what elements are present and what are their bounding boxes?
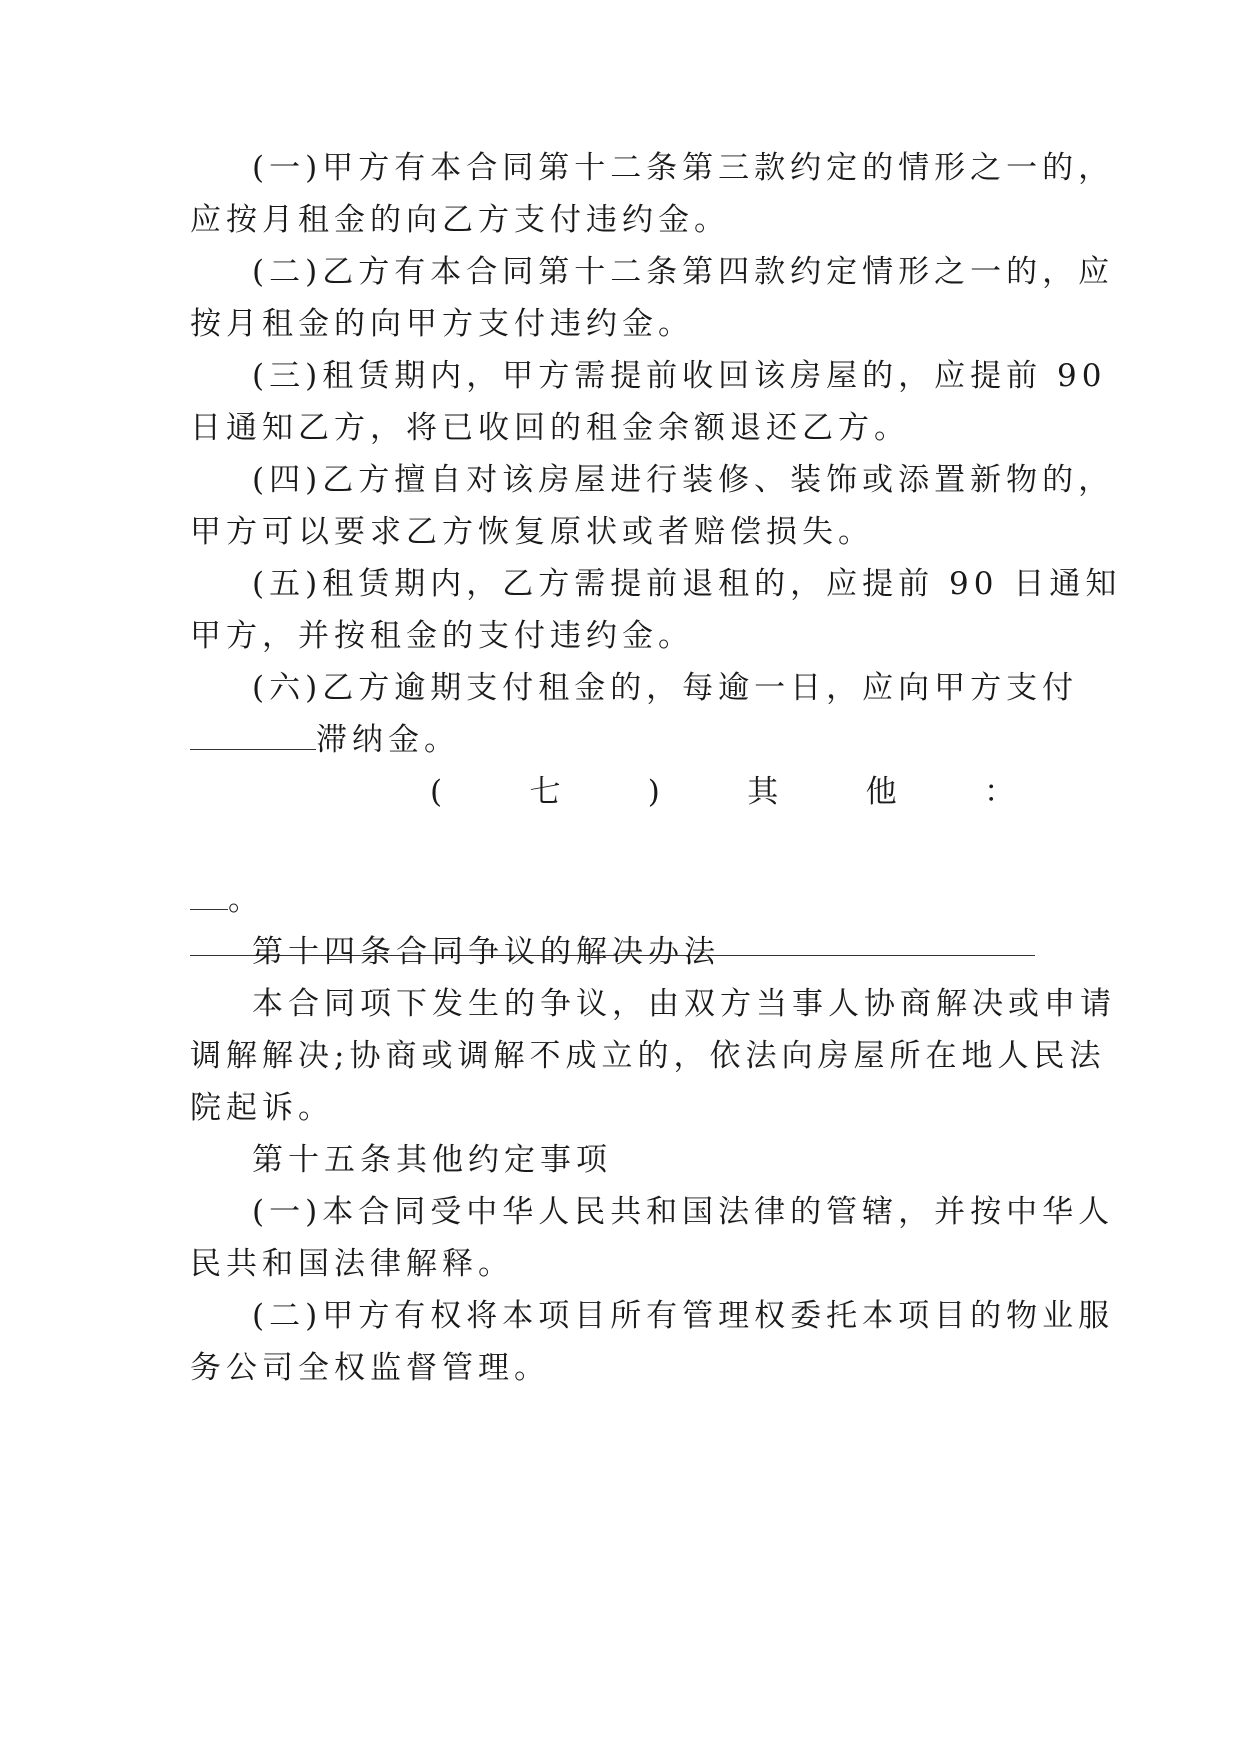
article-14-line-2: 调解解决;协商或调解不成立的，依法向房屋所在地人民法 <box>190 1038 1106 1074</box>
article-15-line-1: (一)本合同受中华人民共和国法律的管辖，并按中华人 <box>252 1194 1115 1230</box>
late-fee-blank <box>190 723 316 750</box>
clause-2-line-1: (二)乙方有本合同第十二条第四款约定情形之一的，应 <box>252 254 1115 290</box>
clause-1-line-2: 应按月租金的向乙方支付违约金。 <box>190 202 730 238</box>
clause-7-char-qi: 其 <box>747 774 779 810</box>
clause-7-close-paren: ) <box>647 774 660 810</box>
late-fee-suffix: 滞纳金。 <box>316 722 460 758</box>
clause-7-end <box>190 880 1050 920</box>
clause-4-line-1: (四)乙方擅自对该房屋进行装修、装饰或添置新物的， <box>252 462 1115 498</box>
clause-5-line-2: 甲方，并按租金的支付违约金。 <box>190 618 694 654</box>
clause-4-line-2: 甲方可以要求乙方恢复原状或者赔偿损失。 <box>190 514 874 550</box>
article-15-title: 第十五条其他约定事项 <box>252 1142 612 1178</box>
clause-6-line-2 <box>190 720 1050 760</box>
clause-1-line-1: (一)甲方有本合同第十二条第三款约定的情形之一的， <box>252 150 1115 186</box>
clause-3-line-1: (三)租赁期内，甲方需提前收回该房屋的，应提前 90 <box>252 358 1107 394</box>
clause-7-open-paren: ( <box>430 774 443 810</box>
clause-7-blank-tail <box>190 883 228 910</box>
clause-5-line-1: (五)租赁期内，乙方需提前退租的，应提前 90 日通知 <box>252 566 1122 602</box>
article-14-title: 第十四条合同争议的解决办法 <box>252 934 720 970</box>
clause-3-line-2: 日通知乙方，将已收回的租金余额退还乙方。 <box>190 410 910 446</box>
clause-7-period: 。 <box>228 882 264 918</box>
clause-7-colon: ： <box>983 774 1015 810</box>
clause-7-number: 七 <box>529 774 561 810</box>
article-14-line-1: 本合同项下发生的争议，由双方当事人协商解决或申请 <box>252 986 1116 1022</box>
clause-6-line-1: (六)乙方逾期支付租金的，每逾一日，应向甲方支付 <box>252 670 1079 706</box>
article-14-line-3: 院起诉。 <box>190 1090 334 1126</box>
clause-7-heading <box>430 772 1015 812</box>
article-15-line-3: (二)甲方有权将本项目所有管理权委托本项目的物业服 <box>252 1298 1115 1334</box>
article-15-line-4: 务公司全权监督管理。 <box>190 1350 550 1386</box>
clause-2-line-2: 按月租金的向甲方支付违约金。 <box>190 306 694 342</box>
clause-7-char-ta: 他 <box>865 774 897 810</box>
article-15-line-2: 民共和国法律解释。 <box>190 1246 514 1282</box>
